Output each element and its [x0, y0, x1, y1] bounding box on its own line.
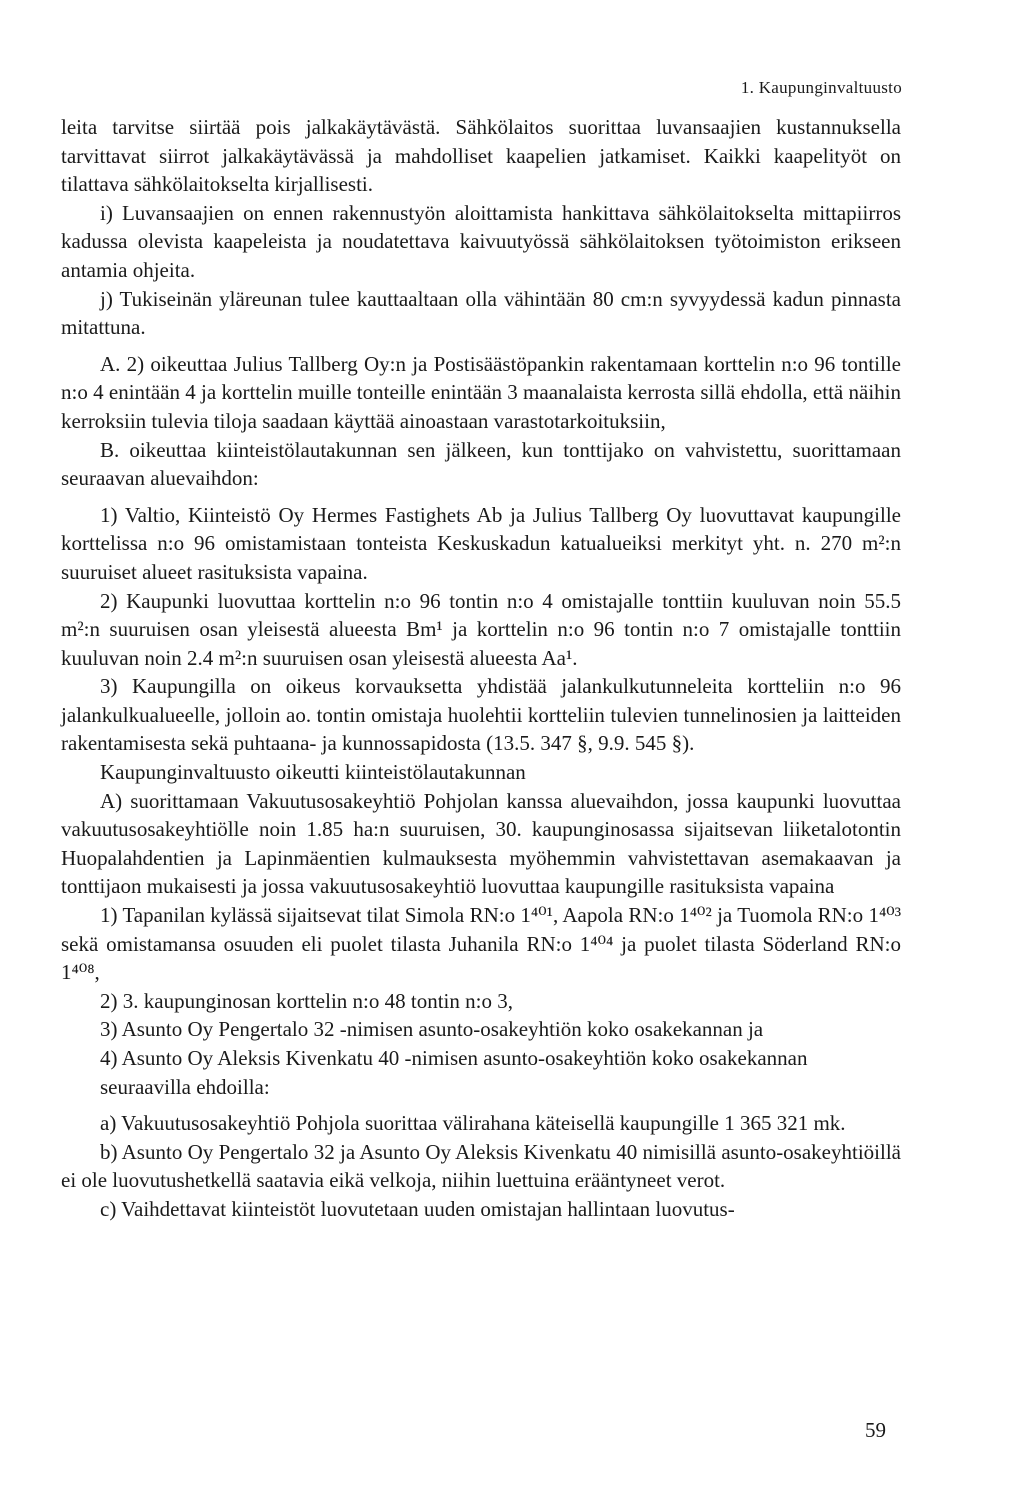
paragraph-resolution-a: A) suorittamaan Vakuutusosakeyhtiö Pohjolan kanssa aluevaihdon, jossa kaupunki luovuttaa vakuutusosakeyhtiölle noin 1.85 ha:n suuruisen, 30. kaupunginosassa sijaitsevan liiketalotontin Huopalahdentien ja Lapinmäentien kulmauksesta myöhemmin vahvistettavan asemakaavan ja tonttijaon mukaisesti ja jossa vakuutusosakeyhtiö luovuttaa kaupungille rasituksista vapaina	[61, 788, 901, 899]
paragraph-condition-b: b) Asunto Oy Pengertalo 32 ja Asunto Oy Aleksis Kivenkatu 40 nimisillä asunto-osakeyhtiöillä ei ole luovutushetkellä saatavia eikä velkoja, niihin luettuina erääntyneet verot.	[61, 1139, 901, 1193]
page-number: 59	[865, 1418, 886, 1442]
paragraph-conditions-intro: seuraavilla ehdoilla:	[100, 1074, 270, 1099]
paragraph-b-item-1: 1) Valtio, Kiinteistö Oy Hermes Fastighets Ab ja Julius Tallberg Oy luovuttavat kaupungille korttelissa n:o 96 omistamistaan tonteista Keskuskadun katualueiksi merkityt yht. n. 270 m²:n suuruiset alueet rasituksista vapaina.	[61, 502, 901, 584]
paragraph-a-item-1: 1) Tapanilan kylässä sijaitsevat tilat Simola RN:o 1⁴⁰¹, Aapola RN:o 1⁴⁰² ja Tuomola RN:o 1⁴⁰³ sekä omistamansa osuuden eli puolet tilasta Juhanila RN:o 1⁴⁰⁴ ja puolet tilasta Söderland RN:o 1⁴⁰⁸,	[61, 903, 901, 985]
paragraph-condition-a: a) Vakuutusosakeyhtiö Pohjola suorittaa välirahana käteisellä kaupungille 1 365 321 mk.	[100, 1111, 846, 1136]
paragraph-a-item-2: 2) 3. kaupunginosan korttelin n:o 48 tontin n:o 3,	[100, 988, 513, 1013]
paragraph-item-i: i) Luvansaajien on ennen rakennustyön aloittamista hankittava sähkölaitokselta mittapiirros kadussa olevista kaapeleista ja noudatettava kaivuutyössä sähkölaitoksen työtoimiston erikseen antamia ohjeita.	[61, 200, 901, 282]
paragraph-resolution-intro: Kaupunginvaltuusto oikeutti kiinteistölautakunnan	[100, 760, 526, 785]
paragraph-b-item-2: 2) Kaupunki luovuttaa korttelin n:o 96 tontin n:o 4 omistajalle tonttiin kuuluvan noin 55.5 m²:n suuruisen osan yleisestä alueesta Bm¹ ja korttelin n:o 96 tontin n:o 7 omistajalle tonttiin kuuluvan noin 2.4 m²:n suuruisen osan yleisestä alueesta Aa¹.	[61, 588, 901, 670]
body-text	[61, 113, 901, 1224]
running-header: 1. Kaupunginvaltuusto	[740, 78, 902, 97]
paragraph-item-j: j) Tukiseinän yläreunan tulee kauttaaltaan olla vähintään 80 cm:n syvyydessä kadun pinnasta mitattuna.	[61, 286, 901, 340]
paragraph-continuation: leita tarvitse siirtää pois jalkakäytävästä. Sähkölaitos suorittaa luvansaajien kustannuksella tarvittavat siirrot jalkakäytävässä ja mahdolliset kaapelien jatkamiset. Kaikki kaapelityöt on tilattava sähkölaitokselta kirjallisesti.	[61, 115, 901, 197]
paragraph-section-a2: A. 2) oikeuttaa Julius Tallberg Oy:n ja Postisäästöpankin rakentamaan korttelin n:o 96 tontille n:o 4 enintään 4 ja korttelin muille tonteille enintään 3 maanalaista kerrosta sillä ehdolla, että näihin kerroksiin tulevia tiloja saadaan käyttää ainoastaan varastotarkoituksiin,	[61, 351, 901, 433]
paragraph-a-item-3: 3) Asunto Oy Pengertalo 32 -nimisen asunto-osakeyhtiön koko osakekannan ja	[100, 1017, 764, 1042]
paragraph-b-item-3: 3) Kaupungilla on oikeus korvauksetta yhdistää jalankulkutunneleita kortteliin n:o 96 jalankulkualueelle, jolloin ao. tontin omistaja huolehtii kortteliin tulevien tunnelinosien ja laitteiden rakentamisesta sekä puhtaana- ja kunnossapidosta (13.5. 347 §, 9.9. 545 §).	[61, 674, 901, 756]
paragraph-section-b: B. oikeuttaa kiinteistölautakunnan sen jälkeen, kun tonttijako on vahvistettu, suorittamaan seuraavan aluevaihdon:	[61, 437, 901, 491]
paragraph-condition-c: c) Vaihdettavat kiinteistöt luovutetaan uuden omistajan hallintaan luovutus-	[100, 1196, 735, 1221]
paragraph-a-item-4: 4) Asunto Oy Aleksis Kivenkatu 40 -nimisen asunto-osakeyhtiön koko osakekannan	[100, 1046, 808, 1070]
